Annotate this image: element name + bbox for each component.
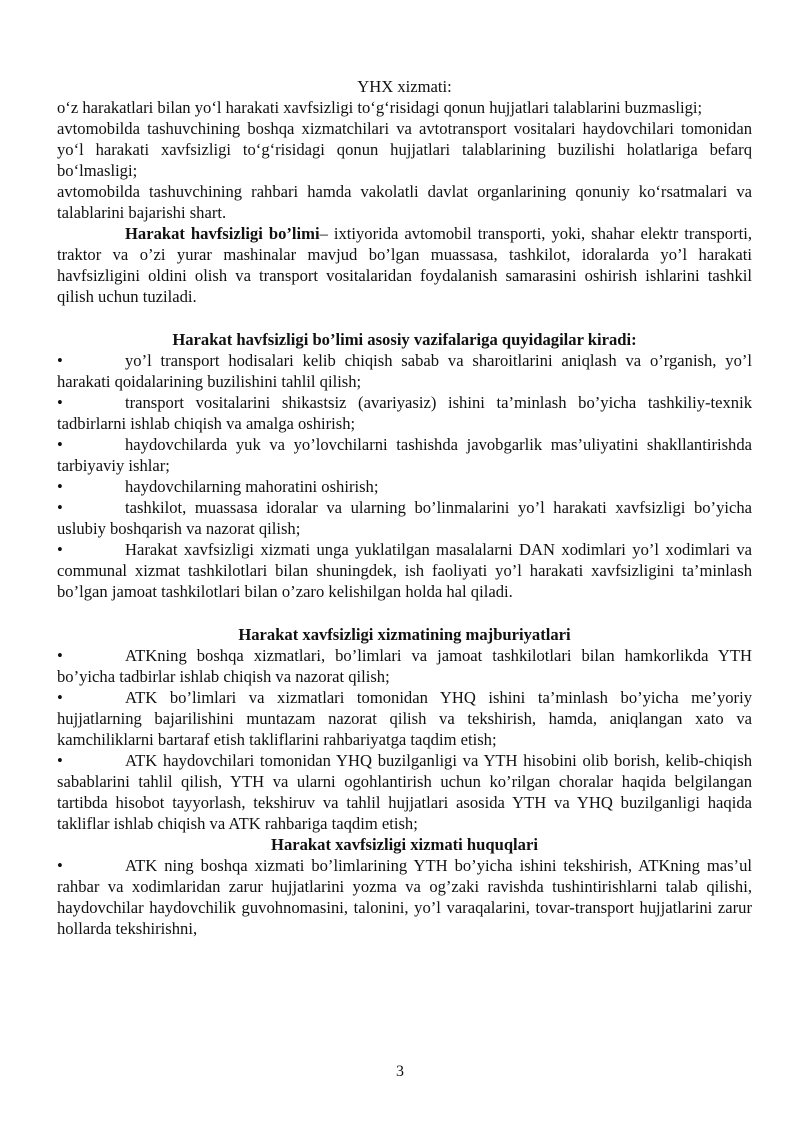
section3-heading: Harakat xavfsizligi xizmati huquqlari [271, 835, 538, 854]
bullet-icon: • [57, 498, 63, 517]
section1-item: • transport vositalarini shikastsiz (avariyasiz) ishini ta’minlash bo’yicha tashkiliy-texnik tadbirlarni ishlab chiqish va amalga oshirish; [57, 393, 752, 433]
document-page [57, 76, 752, 939]
section2-item: • ATK haydovchilari tomonidan YHQ buzilganligi va YTH hisobini olib borish, kelib-chiqish sabablarini tahlil qilish, YTH va ularni ogohlantirish uchun ko’rilgan choralar haqida belgilangan tartibda hisobot tayyorlash, tekshiruv va tahlil hujjatlari asosida YTH va YHQ buzilganligi haqida takliflar ishlab chiqish va ATK rahbariga taqdim etish; [57, 751, 752, 833]
bullet-icon: • [57, 435, 63, 454]
intro-line-2: avtomobilda tashuvchining boshqa xizmatchilari va avtotransport vositalari haydovchilari tomonidan yo‘l harakati xavfsizligi to‘g‘risidagi qonun hujjatlari talablarining buzilishi holatlariga befarq bo‘lmasligi; [57, 119, 752, 180]
bullet-icon: • [57, 393, 63, 412]
section3-item: • ATK ning boshqa xizmati bo’limlarining YTH bo’yicha ishini tekshirish, ATKning mas’ul rahbar va xodimlaridan zarur hujjatlarini yozma va og’zaki ravishda tushintirishlarni talab qilishi, haydovchilar haydovchilik guvohnomasini, talonini, yo’l varaqalarini, tovar-transport hujjatlarini zarur hollarda tekshirishni, [57, 856, 752, 938]
intro-title: YHX xizmati: [357, 77, 452, 96]
bullet-icon: • [57, 351, 63, 370]
spacer [57, 307, 752, 329]
section2-item: • ATKning boshqa xizmatlari, bo’limlari va jamoat tashkilotlari bilan hamkorlikda YTH bo’yicha tadbirlar ishlab chiqish va nazorat qilish; [57, 646, 752, 686]
page-number: 3 [396, 1063, 404, 1080]
section1-item: • tashkilot, muassasa idoralar va ularning bo’linmalarini yo’l harakati xavfsizligi bo’yicha uslubiy boshqarish va nazorat qilish; [57, 498, 752, 538]
section2-item: • ATK bo’limlari va xizmatlari tomonidan YHQ ishini ta’minlash bo’yicha me’yoriy hujjatlarning bajarilishini muntazam nazorat qilish va tekshirish, hamda, aniqlangan xato va kamchiliklarni bartaraf etish takliflarini rahbariyatga taqdim etish; [57, 688, 752, 749]
section1-item: • haydovchilarda yuk va yo’lovchilarni tashishda javobgarlik mas’uliyatini shakllantirishda tarbiyaviy ishlar; [57, 435, 752, 475]
section1-item: • Harakat xavfsizligi xizmati unga yuklatilgan masalalarni DAN xodimlari yo’l xodimlari va communal xizmat tashkilotlari bilan shuningdek, ish faoliyati yo’l harakati xavfsizligini ta’minlash bo’lgan jamoat tashkilotlari bilan o’zaro kelishilgan holda hal qiladi. [57, 540, 752, 601]
intro-paragraph-bold: Harakat havfsizligi bo’limi [125, 224, 320, 243]
bullet-icon: • [57, 477, 63, 496]
bullet-icon: • [57, 688, 63, 707]
bullet-icon: • [57, 751, 63, 770]
section1-heading: Harakat havfsizligi bo’limi asosiy vazifalariga quyidagilar kiradi: [172, 330, 637, 349]
section1-item: • yo’l transport hodisalari kelib chiqish sabab va sharoitlarini aniqlash va o’rganish, yo’l harakati qoidalarining buzilishini tahlil qilish; [57, 351, 752, 391]
section1-item: • haydovchilarning mahoratini oshirish; [57, 477, 379, 496]
section2-heading: Harakat xavfsizligi xizmatining majburiyatlari [238, 625, 571, 644]
spacer [57, 602, 752, 624]
intro-line-1: o‘z harakatlari bilan yo‘l harakati xavfsizligi to‘g‘risidagi qonun hujjatlari talablarini buzmasligi; [57, 98, 703, 117]
intro-line-3: avtomobilda tashuvchining rahbari hamda vakolatli davlat organlarining qonuniy ko‘rsatmalari va talablarini bajarishi shart. [57, 182, 752, 222]
intro-paragraph [57, 223, 752, 307]
bullet-icon: • [57, 646, 63, 665]
bullet-icon: • [57, 856, 63, 875]
bullet-icon: • [57, 540, 63, 559]
intro-paragraph-rest: – ixtiyorida avtomobil transporti, yoki, shahar elektr transporti, traktor va o’zi yurar mashinalar mavjud bo’lgan muassasa, tashkilot, idoralarda yo’l harakati havfsizligini oldini olish va transport vositalaridan foydalanish samarasini oshirish ishlarini tashkil qilish uchun tuziladi. [57, 224, 752, 306]
